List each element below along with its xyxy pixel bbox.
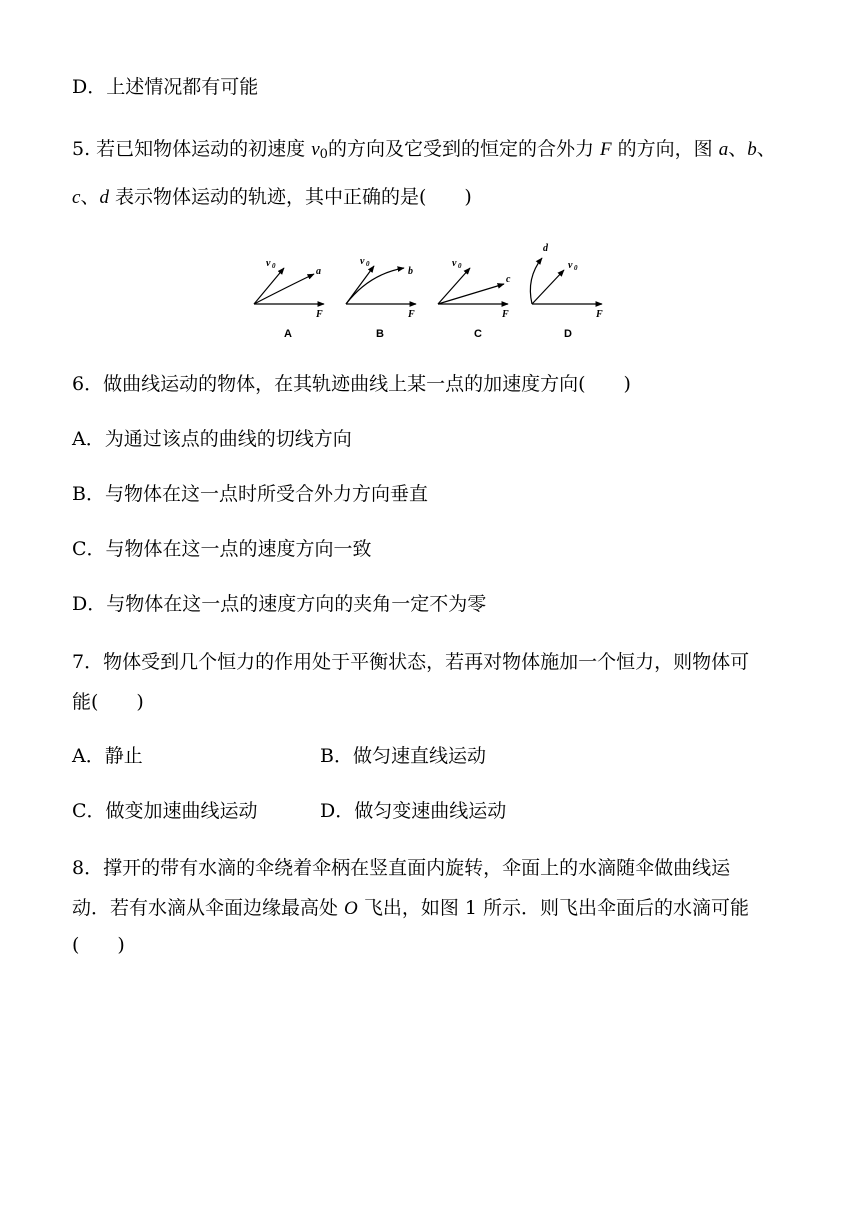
panel-b-v-label: v <box>360 256 365 267</box>
q7-option-a: A．静止 <box>72 745 143 767</box>
f-symbol: F <box>599 139 612 160</box>
panel-a <box>254 258 324 340</box>
q5-sep: 、 <box>756 138 776 160</box>
panel-c-caption: C <box>474 328 482 340</box>
q8-stem-line3: ( ) <box>72 934 125 956</box>
a-symbol: a <box>718 139 729 160</box>
panel-d-f-label: F <box>596 309 603 320</box>
panel-b <box>346 256 416 340</box>
panel-a-f-label: F <box>316 309 323 320</box>
panel-d-caption: D <box>564 328 572 340</box>
q6-stem: 6．做曲线运动的物体，在其轨迹曲线上某一点的加速度方向( ) <box>72 373 631 395</box>
panel-c-curve-label: c <box>506 274 511 285</box>
q5-sep: 、 <box>80 186 100 208</box>
q8-stem-line1: 8．撑开的带有水滴的伞绕着伞柄在竖直面内旋转，伞面上的水滴随伞做曲线运 <box>72 857 731 879</box>
v0-subscript: 0 <box>319 147 328 162</box>
panel-a-caption: A <box>284 328 292 340</box>
q7-option-d: D．做匀变速曲线运动 <box>320 800 507 822</box>
panel-d-v-sub: 0 <box>574 264 578 272</box>
panel-c-v-label: v <box>452 258 457 269</box>
d-symbol: d <box>99 187 109 208</box>
q8-text: 飞出，如图 1 所示．则飞出伞面后的水滴可能 <box>357 897 749 919</box>
c-symbol: c <box>72 187 81 208</box>
q5-text: 表示物体运动的轨迹，其中正确的是( ) <box>108 186 472 208</box>
b-symbol: b <box>747 139 757 160</box>
q8-stem-line2 <box>72 896 749 921</box>
trajectory-figure <box>244 236 624 346</box>
panel-a-curve-label: a <box>316 266 321 277</box>
q5-text: 的方向，图 <box>611 138 719 160</box>
q7-option-row1 <box>72 744 143 768</box>
q8-text: 动．若有水滴从伞面边缘最高处 <box>72 897 345 919</box>
q7-option-c: C．做变加速曲线运动 <box>72 800 258 822</box>
q7-stem-line2: 能( ) <box>72 691 144 713</box>
q5-text: 的方向及它受到的恒定的合外力 <box>327 138 600 160</box>
panel-d-v-label: v <box>568 260 573 271</box>
panel-b-curve-label: b <box>408 266 413 277</box>
q5-stem-line2 <box>72 185 472 210</box>
q7-stem-line1: 7．物体受到几个恒力的作用处于平衡状态，若再对物体施加一个恒力，则物体可 <box>72 651 750 673</box>
q4-option-d: D．上述情况都有可能 <box>72 76 259 98</box>
q6-option-a: A．为通过该点的曲线的切线方向 <box>72 428 352 450</box>
panel-d <box>530 243 603 340</box>
panel-a-v-sub: 0 <box>272 262 276 270</box>
q6-option-c: C．与物体在这一点的速度方向一致 <box>72 538 372 560</box>
panel-b-f-label: F <box>408 309 415 320</box>
v0-symbol: v <box>311 139 320 160</box>
panel-b-v-sub: 0 <box>366 260 370 268</box>
q7-option-b: B．做匀速直线运动 <box>320 745 486 767</box>
q6-option-d: D．与物体在这一点的速度方向的夹角一定不为零 <box>72 593 487 615</box>
o-symbol: O <box>344 898 358 919</box>
q5-text: 5. 若已知物体运动的初速度 <box>72 138 312 160</box>
panel-c-v-sub: 0 <box>458 262 462 270</box>
panel-c <box>438 258 511 340</box>
panel-b-caption: B <box>376 328 384 340</box>
q5-sep: 、 <box>728 138 748 160</box>
panel-a-v-label: v <box>266 258 271 269</box>
q6-option-b: B．与物体在这一点时所受合外力方向垂直 <box>72 483 428 505</box>
panel-d-curve-label: d <box>543 243 548 254</box>
q5-stem-line1 <box>72 137 776 167</box>
panel-c-f-label: F <box>502 309 509 320</box>
